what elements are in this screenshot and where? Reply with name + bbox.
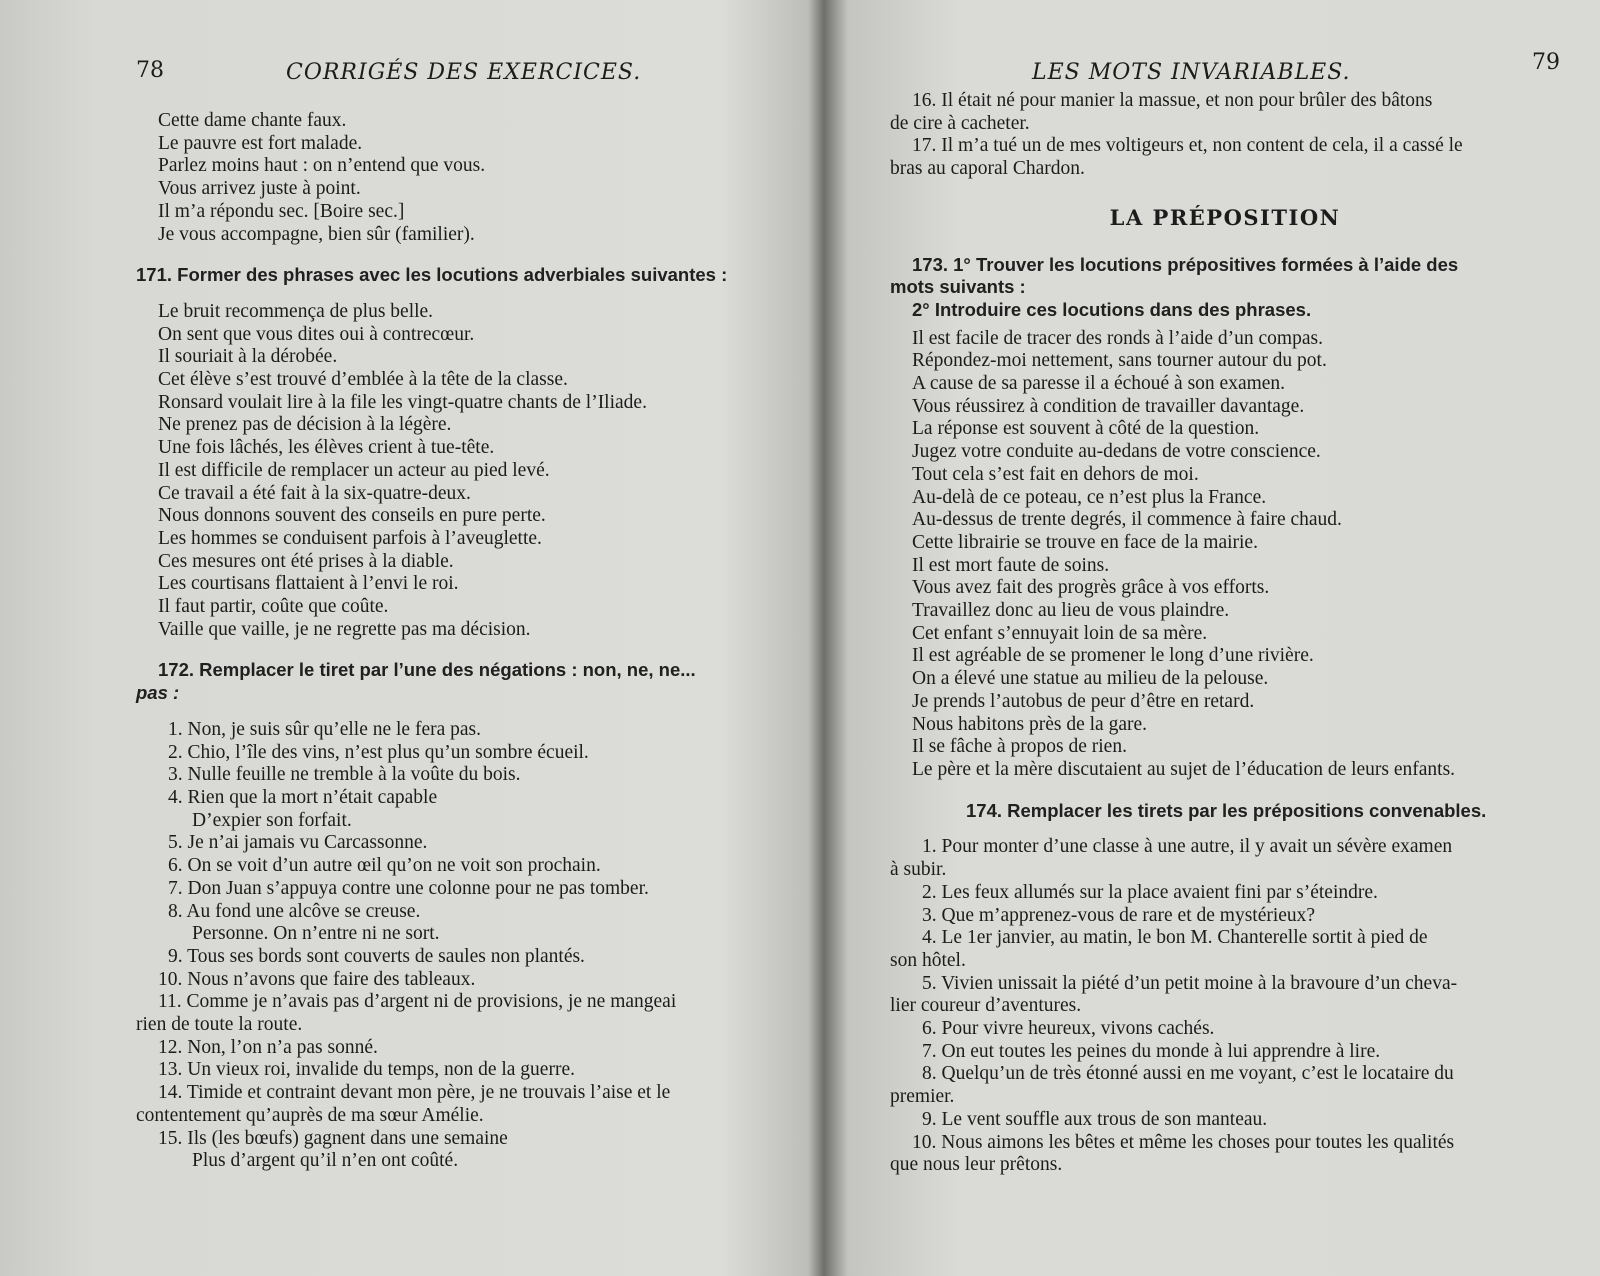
text-line: 5. Je n’ai jamais vu Carcassonne. xyxy=(168,832,428,854)
text-line: Le père et la mère discutaient au sujet de l’éducation de leurs enfants. xyxy=(912,758,1456,780)
text-line: Ronsard voulait lire à la file les vingt-quatre chants de l’Iliade. xyxy=(158,391,647,413)
text-line: 11. Comme je n’avais pas d’argent ni de provisions, je ne mangeai xyxy=(158,991,677,1013)
exercise-173-heading: 173. 1° Trouver les locutions prépositives formées à l’aide des xyxy=(912,253,1459,275)
text-line: 8. Quelqu’un de très étonné aussi en me voyant, c’est le locataire du xyxy=(922,1063,1454,1085)
page-number: 78 xyxy=(136,58,164,83)
text-line: Les courtisans flattaient à l’envi le roi. xyxy=(158,573,459,595)
text-line: 7. On eut toutes les peines du monde à lui apprendre à lire. xyxy=(922,1040,1381,1062)
text-line: son hôtel. xyxy=(890,949,966,971)
text-line: 10. Nous aimons les bêtes et même les choses pour toutes les qualités xyxy=(912,1131,1455,1153)
text-line: Vous réussirez à condition de travailler davantage. xyxy=(912,395,1305,417)
left-top-lines xyxy=(136,110,806,246)
text-line: 2. Chio, l’île des vins, n’est plus qu’un sombre écueil. xyxy=(168,741,589,763)
right-page xyxy=(836,0,1600,1276)
exercise-172-heading-cont: pas : xyxy=(136,682,180,704)
text-line: 17. Il m’a tué un de mes voltigeurs et, non content de cela, il a cassé le xyxy=(912,135,1463,157)
text-line: premier. xyxy=(890,1086,955,1108)
text-line: Il est agréable de se promener le long d’une rivière. xyxy=(912,645,1314,667)
exercise-171-lines xyxy=(136,301,806,642)
exercise-173-lines xyxy=(890,328,1560,782)
text-line: Cet élève s’est trouvé d’emblée à la tête de la classe. xyxy=(158,369,568,391)
text-line: 1. Non, je suis sûr qu’elle ne le fera pas. xyxy=(168,718,481,740)
exercise-174-lines xyxy=(890,836,1560,1177)
text-line: Il est difficile de remplacer un acteur au pied levé. xyxy=(158,459,550,481)
text-line: contentement qu’auprès de ma sœur Amélie. xyxy=(136,1104,484,1126)
text-line: Au-dessus de trente degrés, il commence à faire chaud. xyxy=(912,509,1342,531)
text-line: 6. On se voit d’un autre œil qu’on ne voit son prochain. xyxy=(168,855,601,877)
running-head: LES MOTS INVARIABLES. xyxy=(1032,60,1351,85)
exercise-172-heading: 172. Remplacer le tiret par l’une des négations : non, ne, ne... xyxy=(158,659,696,681)
text-line: 4. Le 1er janvier, au matin, le bon M. Chanterelle sortit à pied de xyxy=(922,927,1428,949)
text-line: Il souriait à la dérobée. xyxy=(158,346,338,368)
text-line: 10. Nous n’avons que faire des tableaux. xyxy=(158,968,476,990)
text-line: 9. Le vent souffle aux trous de son manteau. xyxy=(922,1108,1268,1130)
text-line: à subir. xyxy=(890,859,947,881)
text-line: 1. Pour monter d’une classe à une autre, il y avait un sévère examen xyxy=(922,836,1453,858)
text-line: 12. Non, l’on n’a pas sonné. xyxy=(158,1036,378,1058)
text-line: Cette dame chante faux. xyxy=(158,110,347,131)
text-line: 15. Ils (les bœufs) gagnent dans une semaine xyxy=(158,1127,508,1149)
text-line: D’expier son forfait. xyxy=(192,809,352,831)
section-title: LA PRÉPOSITION xyxy=(1109,204,1341,230)
text-line: 16. Il était né pour manier la massue, et non pour brûler des bâtons xyxy=(912,90,1433,111)
text-line: 2. Les feux allumés sur la place avaient fini par s’éteindre. xyxy=(922,881,1378,903)
text-line: Personne. On n’entre ni ne sort. xyxy=(192,923,440,945)
text-line: Une fois lâchés, les élèves crient à tue-tête. xyxy=(158,437,495,459)
text-line: Plus d’argent qu’il n’en ont coûté. xyxy=(192,1150,459,1172)
text-line: On sent que vous dites oui à contrecœur. xyxy=(158,323,475,345)
text-line: Vous avez fait des progrès grâce à vos efforts. xyxy=(912,577,1270,599)
text-line: Cette librairie se trouve en face de la mairie. xyxy=(912,531,1258,553)
right-top-lines xyxy=(890,90,1560,181)
text-line: Les hommes se conduisent parfois à l’aveuglette. xyxy=(158,527,542,549)
text-line: Il est mort faute de soins. xyxy=(912,554,1110,576)
text-line: Cet enfant s’ennuyait loin de sa mère. xyxy=(912,622,1208,644)
exercise-172-lines xyxy=(136,719,806,1173)
text-line: Vaille que vaille, je ne regrette pas ma décision. xyxy=(158,618,531,640)
text-line: Le bruit recommença de plus belle. xyxy=(158,300,434,322)
text-line: A cause de sa paresse il a échoué à son examen. xyxy=(912,373,1286,395)
text-line: 14. Timide et contraint devant mon père, je ne trouvais l’aise et le xyxy=(158,1082,671,1104)
text-line: Ce travail a été fait à la six-quatre-deux. xyxy=(158,482,471,504)
exercise-171-heading: 171. Former des phrases avec les locutions adverbiales suivantes : xyxy=(136,264,728,286)
text-line: Je vous accompagne, bien sûr (familier). xyxy=(158,223,475,245)
text-line: de cire à cacheter. xyxy=(890,112,1030,134)
left-content xyxy=(136,110,806,1173)
text-line: Travaillez donc au lieu de vous plaindre. xyxy=(912,600,1230,622)
text-line: Ne prenez pas de décision à la légère. xyxy=(158,414,452,436)
text-line: Nous donnons souvent des conseils en pure perte. xyxy=(158,505,546,527)
text-line: Vous arrivez juste à point. xyxy=(158,178,361,200)
running-head: CORRIGÉS DES EXERCICES. xyxy=(286,60,642,85)
text-line: 3. Que m’apprenez-vous de rare et de mystérieux? xyxy=(922,904,1316,926)
text-line: que nous leur prêtons. xyxy=(890,1154,1063,1176)
text-line: Il m’a répondu sec. [Boire sec.] xyxy=(158,200,405,222)
text-line: Il faut partir, coûte que coûte. xyxy=(158,596,389,618)
text-line: 5. Vivien unissait la piété d’un petit moine à la bravoure d’un cheva- xyxy=(922,972,1458,994)
text-line: 4. Rien que la mort n’était capable xyxy=(168,786,438,808)
exercise-174-heading: 174. Remplacer les tirets par les prépositions convenables. xyxy=(966,799,1487,821)
text-line: Ces mesures ont été prises à la diable. xyxy=(158,550,454,572)
page-number: 79 xyxy=(1532,50,1560,75)
text-line: bras au caporal Chardon. xyxy=(890,158,1085,180)
text-line: Répondez-moi nettement, sans tourner autour du pot. xyxy=(912,350,1327,372)
text-line: Au-delà de ce poteau, ce n’est plus la France. xyxy=(912,486,1267,508)
text-line: Tout cela s’est fait en dehors de moi. xyxy=(912,463,1199,485)
text-line: lier coureur d’aventures. xyxy=(890,995,1082,1017)
text-line: Jugez votre conduite au-dedans de votre conscience. xyxy=(912,441,1321,463)
text-line: Je prends l’autobus de peur d’être en retard. xyxy=(912,690,1255,712)
text-line: Le pauvre est fort malade. xyxy=(158,132,363,154)
text-line: 3. Nulle feuille ne tremble à la voûte du bois. xyxy=(168,764,521,786)
right-content xyxy=(890,90,1560,1177)
text-line: Il est facile de tracer des ronds à l’aide d’un compas. xyxy=(912,327,1323,349)
exercise-173-heading-part2: 2° Introduire ces locutions dans des phrases. xyxy=(912,298,1312,320)
text-line: On a élevé une statue au milieu de la pelouse. xyxy=(912,668,1269,690)
text-line: Parlez moins haut : on n’entend que vous. xyxy=(158,155,486,177)
text-line: 6. Pour vivre heureux, vivons cachés. xyxy=(922,1018,1215,1040)
text-line: Il se fâche à propos de rien. xyxy=(912,736,1127,758)
text-line: 7. Don Juan s’appuya contre une colonne pour ne pas tomber. xyxy=(168,877,649,899)
text-line: 9. Tous ses bords sont couverts de saules non plantés. xyxy=(168,945,585,967)
exercise-173-heading-cont: mots suivants : xyxy=(890,276,1026,298)
text-line: La réponse est souvent à côté de la question. xyxy=(912,418,1260,440)
text-line: rien de toute la route. xyxy=(136,1014,303,1036)
text-line: 13. Un vieux roi, invalide du temps, non de la guerre. xyxy=(158,1059,575,1081)
text-line: Nous habitons près de la gare. xyxy=(912,713,1148,735)
text-line: 8. Au fond une alcôve se creuse. xyxy=(168,900,421,922)
